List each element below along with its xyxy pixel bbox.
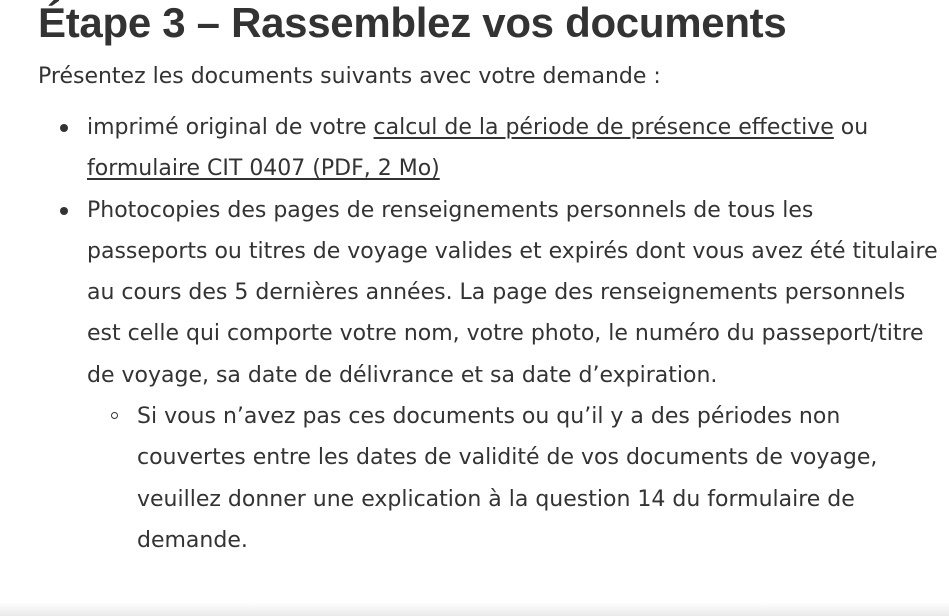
intro-text: Présentez les documents suivants avec votre demande : <box>38 64 661 89</box>
cit-0407-form-link[interactable]: formulaire CIT 0407 (PDF, 2 Mo) <box>87 156 440 182</box>
document-list <box>38 107 938 561</box>
list-item <box>87 107 938 190</box>
bullet-disc-icon <box>60 124 68 132</box>
sub-list-item <box>137 396 938 561</box>
missing-documents-text: Si vous n’avez pas ces documents ou qu’il y a des périodes non couvertes entre les dates de validité de vos documents de voyage, veuillez donner une explication à la question 14 du formulaire de demande. <box>137 404 878 553</box>
bottom-shadow <box>0 602 949 616</box>
page-title: Étape 3 – Rassemblez vos documents <box>38 0 787 46</box>
item-prefix-text: imprimé original de votre <box>87 115 374 140</box>
page-content <box>38 0 938 561</box>
passport-photocopies-text: Photocopies des pages de renseignements personnels de tous les passeports ou titres de voyage valides et expirés dont vous avez été titulaire au cours des 5 dernières années. La page des renseignements personnels est celle qui comporte votre nom, votre photo, le numéro du passeport/titre de voyage, sa date de délivrance et sa date d’expiration. <box>87 197 938 388</box>
bullet-disc-icon <box>60 207 68 215</box>
list-item <box>87 190 938 562</box>
bullet-circle-icon <box>111 412 118 419</box>
presence-calculation-link[interactable]: calcul de la période de présence effective <box>373 115 834 140</box>
sub-list <box>87 396 938 561</box>
item-connector-text: ou <box>833 115 869 140</box>
